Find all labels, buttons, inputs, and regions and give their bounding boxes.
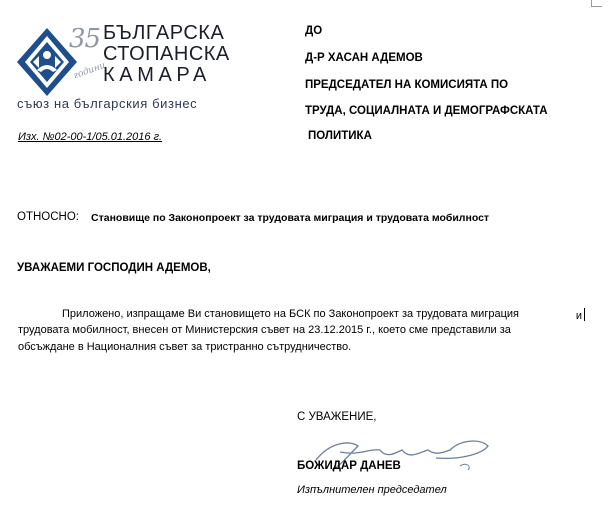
addressee-position-3: ПОЛИТИКА bbox=[308, 130, 372, 142]
body-line-1-end bbox=[532, 308, 585, 322]
logo-name-line-3: КАМАРА bbox=[103, 64, 211, 86]
bsk-logo bbox=[15, 22, 230, 118]
addressee-position-2: ТРУДА, СОЦИАЛНАТА И ДЕМОГРАФСКАТА bbox=[305, 105, 548, 117]
logo-name-line-2: СТОПАНСКА bbox=[103, 43, 230, 65]
closing: С УВАЖЕНИЕ, bbox=[297, 411, 377, 423]
body-line-1-last-word: и bbox=[575, 310, 582, 322]
text-cursor bbox=[584, 308, 585, 321]
logo-name-line-1: БЪЛГАРСКА bbox=[103, 22, 225, 44]
logo-tagline: съюз на българския бизнес bbox=[17, 96, 198, 111]
anniversary-years-word: години bbox=[72, 60, 107, 82]
body-line-1-text: Приложено, изпращаме Ви становището на БСК по Законопроект за трудовата миграция bbox=[62, 308, 519, 320]
signer-name: БОЖИДАР ДАНЕВ bbox=[297, 460, 401, 472]
subject-label: ОТНОСНО: bbox=[17, 211, 79, 223]
body-line-1 bbox=[18, 308, 585, 322]
addressee-position-1: ПРЕДСЕДАТЕЛ НА КОМИСИЯТА ПО bbox=[305, 79, 509, 91]
outgoing-number: Изх. №02-00-1/05.01.2016 г. bbox=[18, 131, 163, 143]
signer-title: Изпълнителен председател bbox=[297, 484, 447, 496]
salutation: УВАЖАЕМИ ГОСПОДИН АДЕМОВ, bbox=[17, 262, 211, 274]
anniversary-years: 35 bbox=[69, 24, 101, 54]
addressee-to: ДО bbox=[305, 25, 323, 37]
body-line-2: трудовата мобилност, внесен от Министерския съвет на 23.12.2015 г., което сме представили за bbox=[18, 324, 511, 336]
body-line-3: обсъждане в Националния съвет за тристранно сътрудничество. bbox=[18, 341, 352, 353]
addressee-name: Д-Р ХАСАН АДЕМОВ bbox=[305, 52, 423, 64]
corner-mark bbox=[591, 0, 602, 7]
subject-text: Становище по Законопроект за трудовата миграция и трудовата мобилност bbox=[91, 212, 490, 224]
